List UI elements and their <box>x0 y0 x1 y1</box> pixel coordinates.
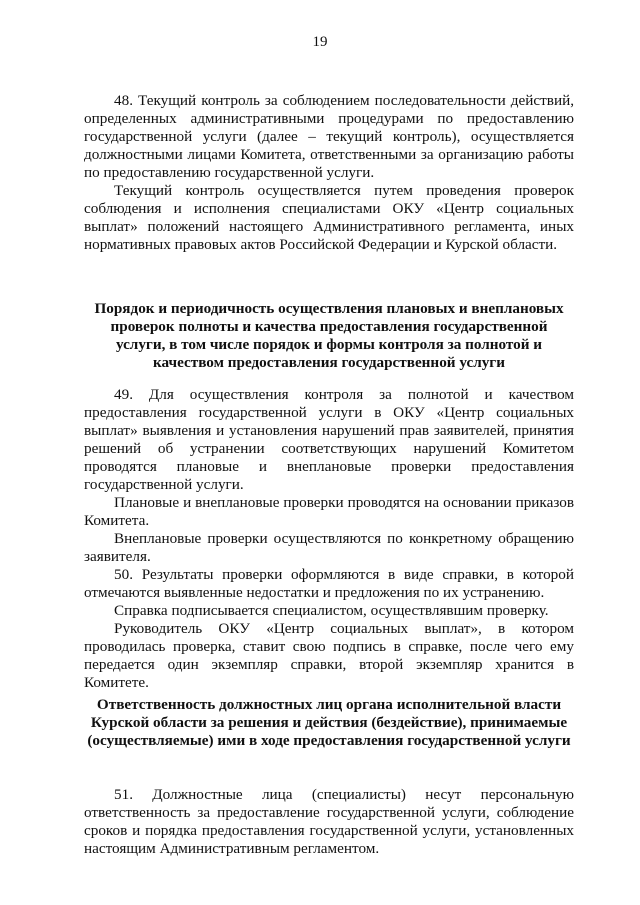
paragraph-51: 51. Должностные лица (специалисты) несут персональную ответственность за предоставление государственной услуги, соблюдение сроков и порядка предоставления государственной услуги, установленных настоящим Административным регламентом. <box>84 786 574 857</box>
paragraph-50-signature: Справка подписывается специалистом, осуществлявшим проверку. <box>114 602 549 619</box>
paragraph-49-planned: Плановые и внеплановые проверки проводятся на основании приказов Комитета. <box>84 494 574 529</box>
heading-responsibility: Ответственность должностных лиц органа исполнительной власти Курской области за решения и действия (бездействие), принимаемые (осуществляемые) ими в ходе предоставления государственной услуги <box>87 696 571 749</box>
section-49-50 <box>84 386 574 692</box>
page-number: 19 <box>312 34 328 50</box>
paragraph-49-unplanned: Внеплановые проверки осуществляются по конкретному обращению заявителя. <box>84 530 574 565</box>
paragraph-50: 50. Результаты проверки оформляются в виде справки, в которой отмечаются выявленные недостатки и предложения по их устранению. <box>84 566 574 601</box>
heading-inspections: Порядок и периодичность осуществления плановых и внеплановых проверок полноты и качества предоставления государственной услуги, в том числе порядок и формы контроля за полнотой и качеством предоставления государственной услуги <box>94 300 564 371</box>
paragraph-48: 48. Текущий контроль за соблюдением последовательности действий, определенных административными процедурами по предоставлению государственной услуги (далее – текущий контроль), осуществляется должностными лицами Комитета, ответственными за организацию работы по предоставлению государственной услуги. <box>84 92 574 181</box>
paragraph-50-head: Руководитель ОКУ «Центр социальных выплат», в котором проводилась проверка, ставит свою подпись в справке, после чего ему передается один экземпляр справки, второй экземпляр хранится в Комитете. <box>84 620 574 691</box>
paragraph-49: 49. Для осуществления контроля за полнотой и качеством предоставления государственной услуги в ОКУ «Центр социальных выплат» выявления и установления нарушений прав заявителей, принятия решений об устранении соответствующих нарушений Комитетом проводятся плановые и внеплановые проверки предоставления государственной услуги. <box>84 386 574 493</box>
section-51 <box>84 786 574 858</box>
section-48 <box>84 92 574 254</box>
paragraph-48-current-control: Текущий контроль осуществляется путем проведения проверок соблюдения и исполнения специалистами ОКУ «Центр социальных выплат» положений настоящего Административного регламента, иных нормативных правовых актов Российской Федерации и Курской области. <box>84 182 574 253</box>
